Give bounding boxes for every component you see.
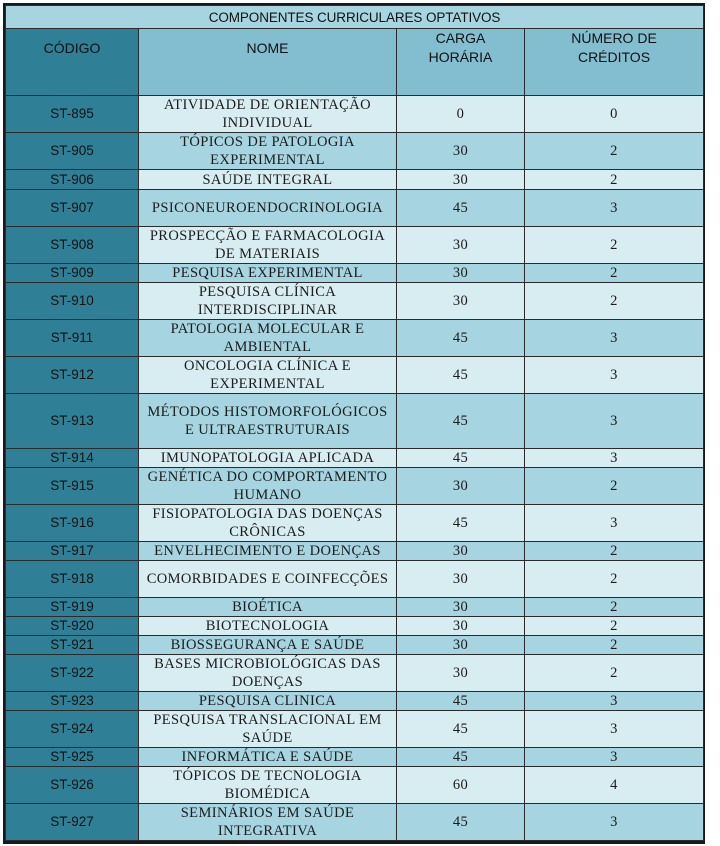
cell-codigo: ST-925 (6, 748, 139, 767)
cell-codigo: ST-907 (6, 190, 139, 227)
header-numero-creditos (525, 29, 704, 96)
table-row (6, 542, 704, 561)
cell-codigo: ST-920 (6, 617, 139, 636)
cell-carga-horaria: 30 (397, 542, 525, 561)
cell-creditos: 3 (525, 320, 704, 357)
cell-carga-horaria: 30 (397, 227, 525, 264)
table-row (6, 711, 704, 748)
cell-creditos: 3 (525, 748, 704, 767)
cell-creditos: 2 (525, 264, 704, 283)
cell-creditos: 2 (525, 170, 704, 190)
cell-carga-horaria: 30 (397, 468, 525, 505)
cell-carga-horaria: 45 (397, 505, 525, 542)
table-row (6, 598, 704, 617)
table-row (6, 804, 704, 841)
cell-creditos: 2 (525, 542, 704, 561)
cell-carga-horaria: 45 (397, 711, 525, 748)
table-title-row (6, 6, 704, 29)
cell-nome: ENVELHECIMENTO E DOENÇAS (139, 542, 397, 561)
cell-nome: PESQUISA CLINICA (139, 692, 397, 711)
table-row (6, 320, 704, 357)
cell-creditos: 2 (525, 561, 704, 598)
cell-codigo: ST-923 (6, 692, 139, 711)
table-row (6, 190, 704, 227)
table-row (6, 264, 704, 283)
header-carga-line2: HORÁRIA (428, 49, 493, 65)
cell-creditos: 3 (525, 449, 704, 468)
optional-components-table (5, 5, 704, 841)
table-row (6, 449, 704, 468)
cell-nome: PATOLOGIA MOLECULAR E AMBIENTAL (139, 320, 397, 357)
cell-nome: PESQUISA CLÍNICA INTERDISCIPLINAR (139, 283, 397, 320)
cell-codigo: ST-912 (6, 357, 139, 394)
cell-carga-horaria: 30 (397, 283, 525, 320)
cell-carga-horaria: 45 (397, 190, 525, 227)
cell-codigo: ST-921 (6, 636, 139, 655)
header-creditos-line2: CRÉDITOS (577, 49, 651, 65)
header-carga-horaria (397, 29, 525, 96)
table-row (6, 227, 704, 264)
cell-creditos: 3 (525, 190, 704, 227)
cell-carga-horaria: 45 (397, 320, 525, 357)
cell-codigo: ST-909 (6, 264, 139, 283)
cell-carga-horaria: 30 (397, 636, 525, 655)
table-row (6, 561, 704, 598)
cell-carga-horaria: 30 (397, 598, 525, 617)
cell-carga-horaria: 30 (397, 133, 525, 170)
cell-codigo: ST-895 (6, 96, 139, 133)
cell-codigo: ST-917 (6, 542, 139, 561)
cell-creditos: 2 (525, 468, 704, 505)
cell-nome: TÓPICOS DE TECNOLOGIA BIOMÉDICA (139, 767, 397, 804)
cell-codigo: ST-915 (6, 468, 139, 505)
cell-nome: BIOÉTICA (139, 598, 397, 617)
cell-nome: BIOTECNOLOGIA (139, 617, 397, 636)
cell-carga-horaria: 45 (397, 357, 525, 394)
cell-nome: SAÚDE INTEGRAL (139, 170, 397, 190)
cell-carga-horaria: 45 (397, 449, 525, 468)
cell-nome: PESQUISA TRANSLACIONAL EM SAÚDE (139, 711, 397, 748)
cell-creditos: 2 (525, 598, 704, 617)
cell-carga-horaria: 45 (397, 804, 525, 841)
cell-nome: PSICONEUROENDOCRINOLOGIA (139, 190, 397, 227)
table-row (6, 767, 704, 804)
cell-codigo: ST-922 (6, 655, 139, 692)
cell-creditos: 3 (525, 505, 704, 542)
cell-codigo: ST-911 (6, 320, 139, 357)
cell-carga-horaria: 30 (397, 264, 525, 283)
table-row (6, 617, 704, 636)
cell-codigo: ST-908 (6, 227, 139, 264)
cell-carga-horaria: 30 (397, 170, 525, 190)
cell-codigo: ST-918 (6, 561, 139, 598)
header-codigo: CÓDIGO (6, 29, 139, 96)
table-row (6, 357, 704, 394)
cell-codigo: ST-919 (6, 598, 139, 617)
table-row (6, 655, 704, 692)
table-row (6, 692, 704, 711)
cell-nome: TÓPICOS DE PATOLOGIA EXPERIMENTAL (139, 133, 397, 170)
cell-creditos: 3 (525, 357, 704, 394)
cell-codigo: ST-905 (6, 133, 139, 170)
table-title: COMPONENTES CURRICULARES OPTATIVOS (6, 6, 704, 29)
cell-carga-horaria: 45 (397, 394, 525, 449)
cell-nome: BASES MICROBIOLÓGICAS DAS DOENÇAS (139, 655, 397, 692)
cell-codigo: ST-916 (6, 505, 139, 542)
cell-carga-horaria: 30 (397, 561, 525, 598)
cell-creditos: 2 (525, 227, 704, 264)
cell-nome: ATIVIDADE DE ORIENTAÇÃO INDIVIDUAL (139, 96, 397, 133)
table-row (6, 748, 704, 767)
cell-creditos: 4 (525, 767, 704, 804)
table-row (6, 96, 704, 133)
cell-creditos: 2 (525, 617, 704, 636)
cell-carga-horaria: 60 (397, 767, 525, 804)
cell-codigo: ST-914 (6, 449, 139, 468)
table-row (6, 283, 704, 320)
cell-carga-horaria: 30 (397, 617, 525, 636)
table-row (6, 636, 704, 655)
header-carga-line1: CARGA (435, 30, 486, 46)
table-header-row (6, 29, 704, 96)
cell-codigo: ST-910 (6, 283, 139, 320)
cell-nome: MÉTODOS HISTOMORFOLÓGICOS E ULTRAESTRUTURAIS (139, 394, 397, 449)
cell-creditos: 2 (525, 283, 704, 320)
cell-nome: COMORBIDADES E COINFECÇÕES (139, 561, 397, 598)
cell-carga-horaria: 45 (397, 748, 525, 767)
header-creditos-line1: NÚMERO DE (571, 30, 657, 46)
cell-nome: BIOSSEGURANÇA E SAÚDE (139, 636, 397, 655)
cell-carga-horaria: 45 (397, 692, 525, 711)
cell-nome: PROSPECÇÃO E FARMACOLOGIA DE MATERIAIS (139, 227, 397, 264)
cell-carga-horaria: 30 (397, 655, 525, 692)
cell-codigo: ST-906 (6, 170, 139, 190)
table-row (6, 170, 704, 190)
cell-creditos: 2 (525, 655, 704, 692)
table-row (6, 505, 704, 542)
table-body (6, 96, 704, 841)
cell-creditos: 3 (525, 692, 704, 711)
cell-nome: ONCOLOGIA CLÍNICA E EXPERIMENTAL (139, 357, 397, 394)
table-row (6, 133, 704, 170)
table-row (6, 394, 704, 449)
optional-components-table-frame (3, 3, 705, 844)
cell-creditos: 3 (525, 711, 704, 748)
cell-codigo: ST-926 (6, 767, 139, 804)
header-nome: NOME (139, 29, 397, 96)
cell-creditos: 2 (525, 133, 704, 170)
cell-creditos: 2 (525, 636, 704, 655)
cell-codigo: ST-927 (6, 804, 139, 841)
cell-carga-horaria: 0 (397, 96, 525, 133)
cell-nome: FISIOPATOLOGIA DAS DOENÇAS CRÔNICAS (139, 505, 397, 542)
cell-nome: IMUNOPATOLOGIA APLICADA (139, 449, 397, 468)
cell-nome: SEMINÁRIOS EM SAÚDE INTEGRATIVA (139, 804, 397, 841)
cell-nome: PESQUISA EXPERIMENTAL (139, 264, 397, 283)
cell-creditos: 0 (525, 96, 704, 133)
cell-creditos: 3 (525, 804, 704, 841)
cell-nome: INFORMÁTICA E SAÚDE (139, 748, 397, 767)
cell-codigo: ST-924 (6, 711, 139, 748)
cell-creditos: 3 (525, 394, 704, 449)
cell-codigo: ST-913 (6, 394, 139, 449)
table-row (6, 468, 704, 505)
cell-nome: GENÉTICA DO COMPORTAMENTO HUMANO (139, 468, 397, 505)
